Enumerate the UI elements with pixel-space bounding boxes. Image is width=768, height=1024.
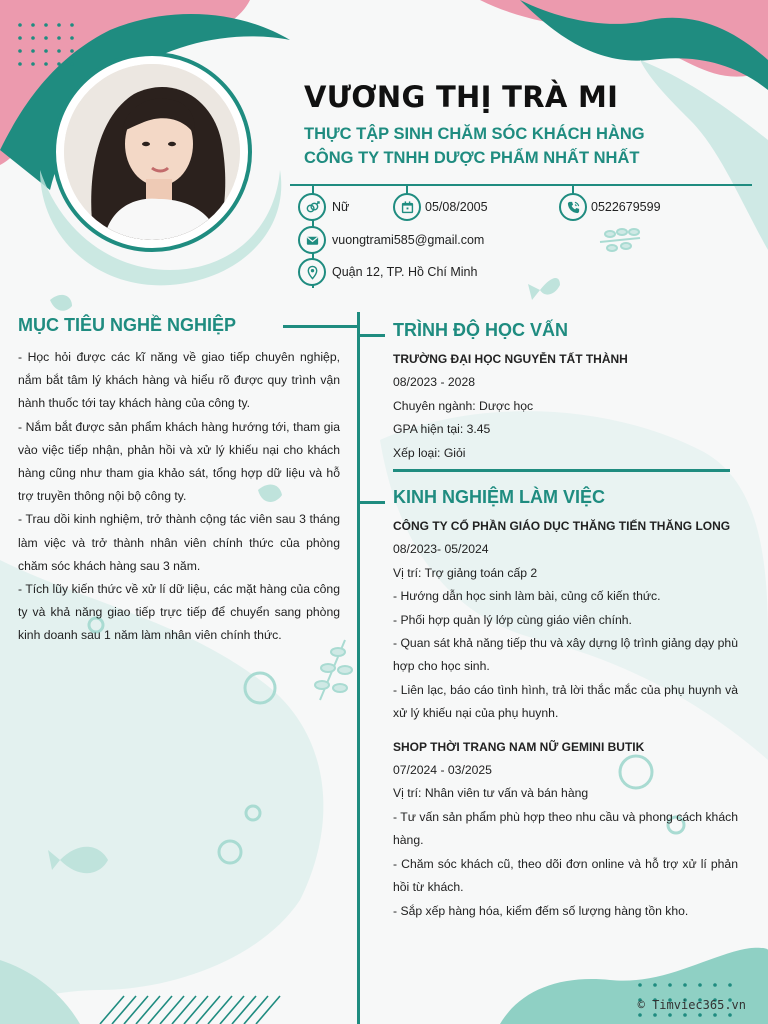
- experience-title-line: [359, 501, 385, 504]
- objective-item: - Học hỏi được các kĩ năng về giao tiếp chuyên nghiệp, nắm bắt tâm lý khách hàng và hiểu rõ được quy trình vận hành thuốc tới tay khách hàng của công ty.: [18, 350, 340, 411]
- education-title: TRÌNH ĐỘ HỌC VẤN: [393, 320, 568, 340]
- job-period: 08/2023- 05/2024: [393, 542, 489, 557]
- education-section: [393, 348, 738, 465]
- job-duty: - Sắp xếp hàng hóa, kiểm đếm số lượng hàng tồn kho.: [393, 903, 689, 918]
- education-major: Chuyên ngành: Dược học: [393, 398, 534, 413]
- education-title-line: [359, 334, 385, 337]
- company-target: CÔNG TY TNHH DƯỢC PHẨM NHẤT NHẤT: [304, 149, 640, 167]
- profile-photo-frame: [52, 52, 252, 252]
- job-position: Vị trí: Trợ giảng toán cấp 2: [393, 565, 538, 580]
- experience-title: KINH NGHIỆM LÀM VIỆC: [393, 487, 606, 507]
- school-name: TRƯỜNG ĐẠI HỌC NGUYỄN TẤT THÀNH: [393, 352, 628, 366]
- job-duty: - Tư vấn sản phẩm phù hợp theo nhu cầu và phong cách khách hàng.: [393, 809, 738, 848]
- job-duty: - Chăm sóc khách cũ, theo dõi đơn online và hỗ trợ xử lí phản hồi từ khách.: [393, 856, 738, 895]
- watermark: © Timviec365.vn: [637, 998, 746, 1012]
- birthdate-value: 05/08/2005: [425, 200, 488, 214]
- objective-item: - Trau dồi kinh nghiệm, trở thành cộng tác viên sau 3 tháng làm việc và trở thành nhân viên chính thức của phòng chăm sóc khách hàng sau 3 năm.: [18, 512, 340, 573]
- education-period: 08/2023 - 2028: [393, 375, 475, 390]
- gender-value: Nữ: [332, 200, 350, 214]
- job-duty: - Phối hợp quản lý lớp cùng giáo viên chính.: [393, 612, 632, 627]
- address-value: Quận 12, TP. Hồ Chí Minh: [332, 265, 478, 279]
- objective-item: - Tích lũy kiến thức về xử lí dữ liệu, các mặt hàng của công ty và khả năng giao tiếp trực tiếp để chuyển sang phòng kinh doanh sau 1 năm làm nhân viên chính thức.: [18, 582, 340, 643]
- header-divider: [290, 184, 752, 186]
- email-value: vuongtrami585@gmail.com: [332, 233, 485, 247]
- profile-photo: [64, 64, 240, 240]
- job-duty: - Quan sát khả năng tiếp thu và xây dựng lộ trình giảng dạy phù hợp cho học sinh.: [393, 636, 738, 674]
- job-title: THỰC TẬP SINH CHĂM SÓC KHÁCH HÀNG: [304, 125, 645, 143]
- gender-icon: [298, 193, 326, 221]
- phone-icon: [559, 193, 587, 221]
- email-icon: [298, 226, 326, 254]
- experience-section: [393, 515, 738, 923]
- location-pin-icon: [298, 258, 326, 286]
- objective-title-line: [283, 325, 359, 328]
- objective-item: - Nắm bắt được sản phẩm khách hàng hướng tới, tham gia vào việc tiếp nhận, phản hồi và xử lý khiếu nại cho khách hàng cũng như tham gia khảo sát, tổng hợp dữ liệu và hỗ trợ truyền thông nội bộ công ty.: [18, 419, 340, 504]
- job-company: SHOP THỜI TRANG NAM NỮ GEMINI BUTIK: [393, 739, 645, 754]
- objective-text: [18, 346, 340, 648]
- education-gpa: GPA hiện tại: 3.45: [393, 422, 491, 437]
- objective-title: MỤC TIÊU NGHỀ NGHIỆP: [18, 315, 237, 335]
- job-period: 07/2024 - 03/2025: [393, 763, 492, 778]
- job-duty: - Hướng dẫn học sinh làm bài, củng cố kiến thức.: [393, 589, 661, 604]
- candidate-name: VƯƠNG THỊ TRÀ MI: [304, 80, 619, 114]
- job-duty: - Liên lạc, báo cáo tình hình, trả lời thắc mắc của phụ huynh và xử lý khiếu nại của phụ huynh.: [393, 682, 738, 721]
- education-rank: Xếp loại: Giỏi: [393, 445, 466, 460]
- job-company: CÔNG TY CỔ PHẦN GIÁO DỤC THĂNG TIẾN THĂNG LONG: [393, 519, 731, 533]
- phone-value: 0522679599: [591, 200, 661, 214]
- calendar-icon: [393, 193, 421, 221]
- education-bottom-line: [393, 469, 730, 472]
- job-position: Vị trí: Nhân viên tư vấn và bán hàng: [393, 786, 589, 801]
